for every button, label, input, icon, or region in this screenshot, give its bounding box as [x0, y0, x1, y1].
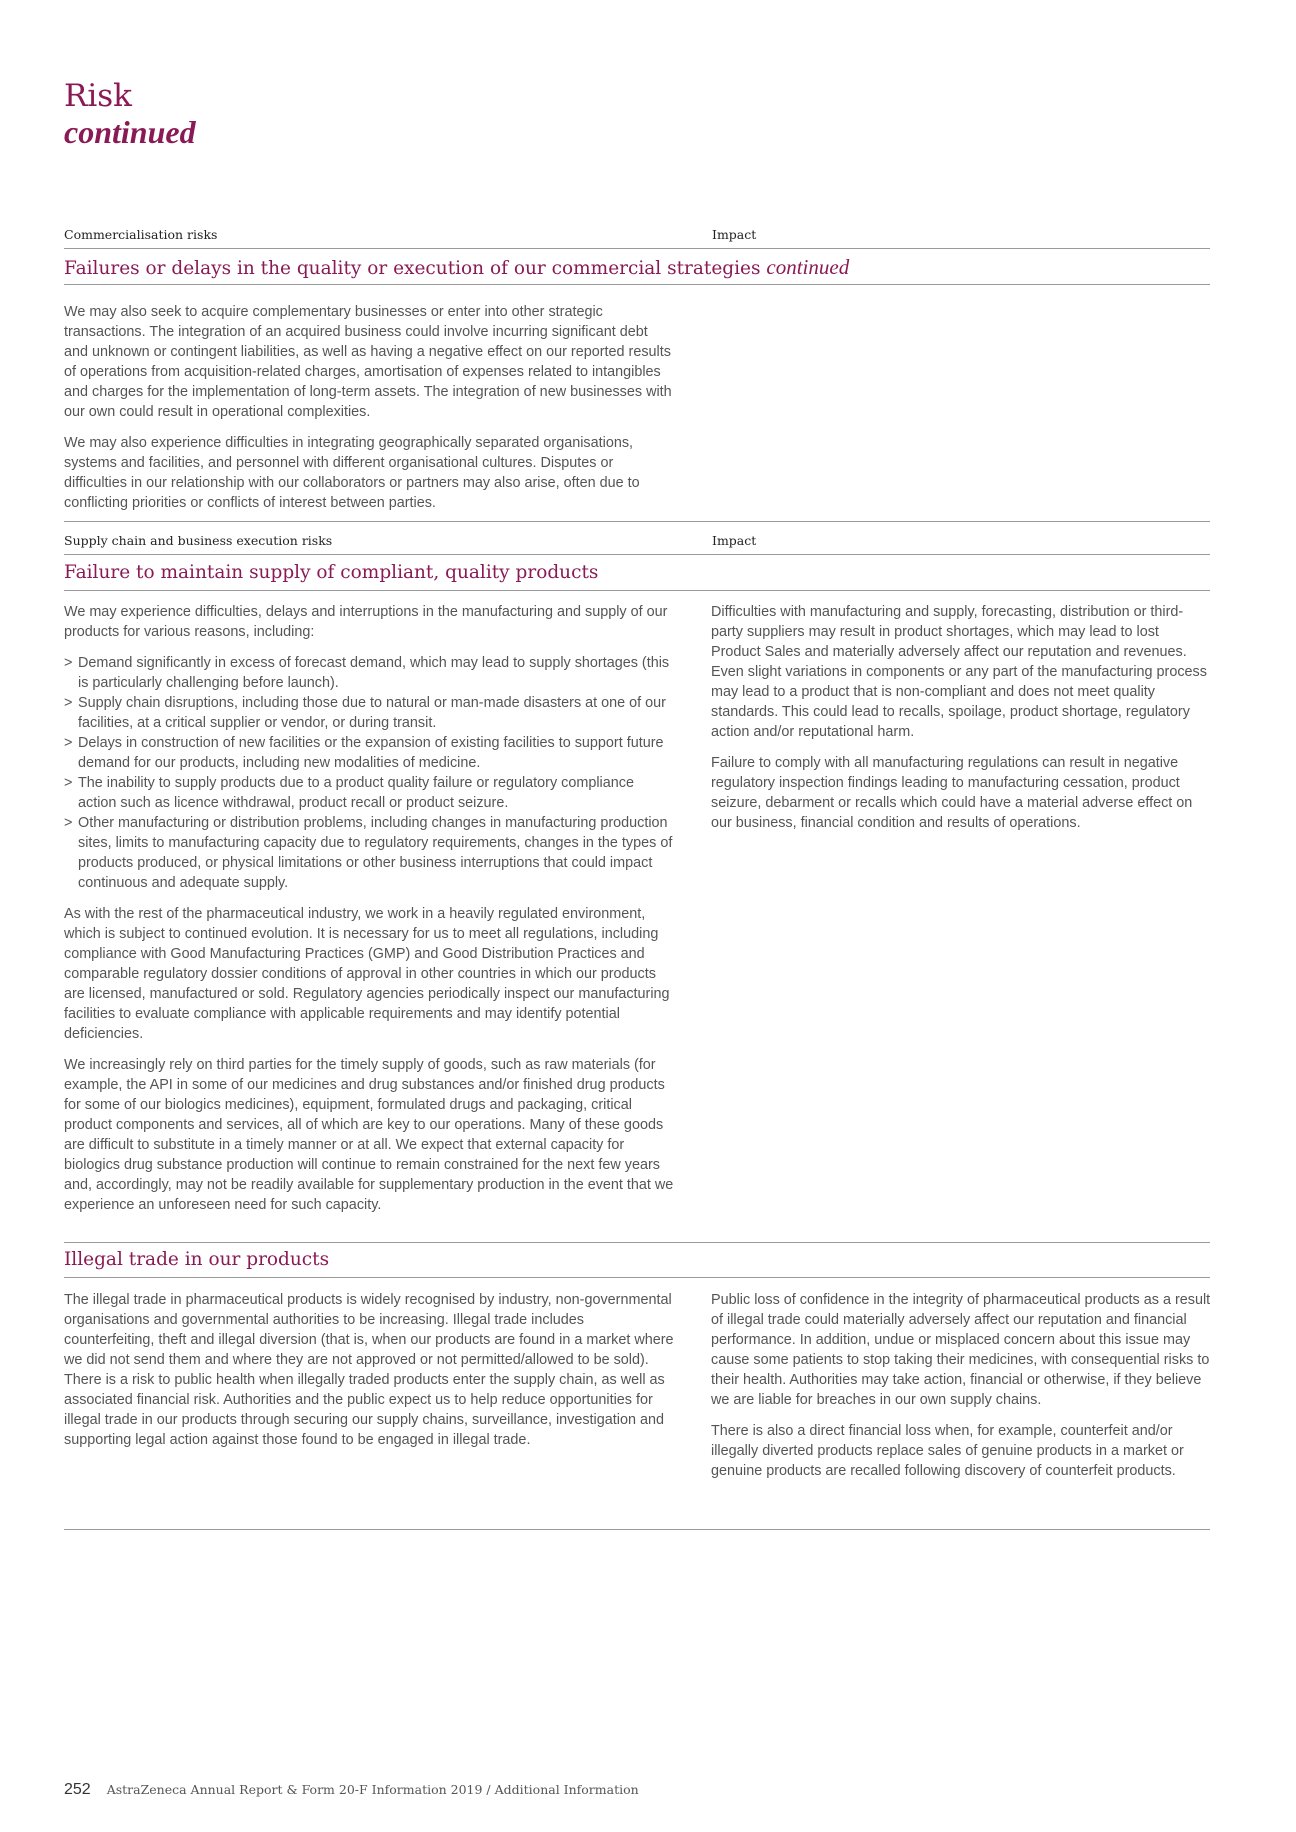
- section-title-continued: continued: [766, 255, 850, 279]
- page-subtitle: continued: [64, 114, 196, 150]
- impact-label-commercialisation: Impact: [712, 227, 757, 242]
- divider: [64, 521, 1210, 522]
- page-footer: [64, 1781, 639, 1799]
- illegal-trade-left-column: [64, 1290, 674, 1461]
- divider: [64, 1529, 1210, 1530]
- list-item: [64, 733, 674, 773]
- section-title-commercial-strategies: [64, 255, 849, 281]
- paragraph: We may also experience difficulties in integrating geographically separated organisations, systems and facilities, and personnel with different organisational cultures. Disputes or difficulties in our relationship with our collaborators or partners may also arise, often due to conflicting priorities or conflicts of interest between parties.: [64, 435, 640, 511]
- bullet-marker: >: [64, 695, 73, 711]
- list-item: [64, 693, 674, 733]
- divider: [64, 1242, 1210, 1243]
- list-item-text: Supply chain disruptions, including those due to natural or man-made disasters at one of our facilities, at a critical supplier or vendor, or during transit.: [78, 695, 666, 731]
- list-item-text: Demand significantly in excess of forecast demand, which may lead to supply shortages (this is particularly challenging before launch).: [78, 655, 670, 691]
- section-title-text: Failures or delays in the quality or execution of our commercial strategies: [64, 258, 761, 279]
- bullet-marker: >: [64, 815, 73, 831]
- divider: [64, 284, 1210, 285]
- section-title-supply: Failure to maintain supply of compliant, quality products: [64, 562, 599, 583]
- divider: [64, 554, 1210, 555]
- paragraph: Failure to comply with all manufacturing regulations can result in negative regulatory inspection findings leading to manufacturing cessation, product seizure, debarment or recalls which could have a material adverse effect on our business, financial condition and results of operations.: [711, 755, 1193, 831]
- bullet-marker: >: [64, 775, 73, 791]
- paragraph: Public loss of confidence in the integrity of pharmaceutical products as a result of illegal trade could materially adversely affect our reputation and financial performance. In addition, undue or misplaced concern about this issue may cause some patients to stop taking their medicines, with consequential risks to their health. Authorities may take action, financial or otherwise, if they believe we are liable for breaches in our own supply chains.: [711, 1292, 1211, 1408]
- bullet-marker: >: [64, 735, 73, 751]
- divider: [64, 590, 1210, 591]
- list-item: [64, 653, 674, 693]
- paragraph: We increasingly rely on third parties for the timely supply of goods, such as raw materials (for example, the API in some of our medicines and drug substances and/or finished drug products for some of our biologics medicines), equipment, formulated drugs and packaging, critical product components and services, all of which are key to our operations. Many of these goods are difficult to substitute in a timely manner or at all. We expect that external capacity for biologics drug substance production will continue to remain constrained for the next few years and, accordingly, may not be readily available for supplementary production in the event that we experience an unforeseen need for such capacity.: [64, 1057, 674, 1213]
- paragraph: There is also a direct financial loss when, for example, counterfeit and/or illegally diverted products replace sales of genuine products in a market or genuine products are recalled following discovery of counterfeit products.: [711, 1423, 1184, 1479]
- list-item: [64, 773, 674, 813]
- page-title: Risk: [64, 78, 132, 114]
- footer-text: AstraZeneca Annual Report & Form 20-F Information 2019 / Additional Information: [106, 1782, 639, 1797]
- supply-impact-column: [711, 602, 1211, 844]
- paragraph: We may experience difficulties, delays and interruptions in the manufacturing and supply of our products for various reasons, including:: [64, 604, 668, 640]
- divider: [64, 248, 1210, 249]
- list-item: [64, 813, 674, 893]
- supply-left-column: [64, 602, 674, 1226]
- category-label-commercialisation: Commercialisation risks: [64, 227, 218, 242]
- paragraph: We may also seek to acquire complementary businesses or enter into other strategic transactions. The integration of an acquired business could involve incurring significant debt and unknown or contingent liabilities, as well as having a negative effect on our reported results of operations from acquisition-related charges, amortisation of expenses related to intangibles and charges for the implementation of long-term assets. The integration of new businesses with our own could result in operational complexities.: [64, 304, 672, 420]
- paragraph: The illegal trade in pharmaceutical products is widely recognised by industry, non-governmental organisations and governmental authorities to be increasing. Illegal trade includes counterfeiting, theft and illegal diversion (that is, when our products are found in a market where we did not send them and where they are not approved or not permitted/allowed to be sold). There is a risk to public health when illegally traded products enter the supply chain, as well as associated financial risk. Authorities and the public expect us to help reduce opportunities for illegal trade in our products through securing our supply chains, surveillance, investigation and supporting legal action against those found to be engaged in illegal trade.: [64, 1292, 674, 1448]
- bullet-marker: >: [64, 655, 73, 671]
- paragraph: Difficulties with manufacturing and supply, forecasting, distribution or third-party suppliers may result in product shortages, which may lead to lost Product Sales and materially adversely affect our reputation and revenues. Even slight variations in components or any part of the manufacturing process may lead to a product that is non-compliant and does not meet quality standards. This could lead to recalls, spoilage, product shortage, regulatory action and/or reputational harm.: [711, 604, 1207, 740]
- list-item-text: The inability to supply products due to a product quality failure or regulatory compliance action such as licence withdrawal, product recall or product seizure.: [78, 775, 634, 811]
- list-item-text: Delays in construction of new facilities or the expansion of existing facilities to support future demand for our products, including new modalities of medicine.: [78, 735, 664, 771]
- category-label-supply-chain: Supply chain and business execution risks: [64, 533, 333, 548]
- commercial-strategies-left-column: [64, 302, 674, 524]
- bullet-list: [64, 653, 674, 893]
- illegal-trade-impact-column: [711, 1290, 1211, 1492]
- list-item-text: Other manufacturing or distribution problems, including changes in manufacturing production sites, limits to manufacturing capacity due to regulatory requirements, changes in the types of products produced, or physical limitations or other business interruptions that could impact continuous and adequate supply.: [78, 815, 673, 891]
- divider: [64, 1277, 1210, 1278]
- impact-label-supply-chain: Impact: [712, 533, 757, 548]
- section-title-illegal-trade: Illegal trade in our products: [64, 1249, 330, 1270]
- paragraph: As with the rest of the pharmaceutical industry, we work in a heavily regulated environment, which is subject to continued evolution. It is necessary for us to meet all regulations, including compliance with Good Manufacturing Practices (GMP) and Good Distribution Practices and comparable regulatory dossier conditions of approval in other countries in which our products are licensed, manufactured or sold. Regulatory agencies periodically inspect our manufacturing facilities to evaluate compliance with applicable requirements and may identify potential deficiencies.: [64, 906, 670, 1042]
- page-number: 252: [64, 1781, 91, 1798]
